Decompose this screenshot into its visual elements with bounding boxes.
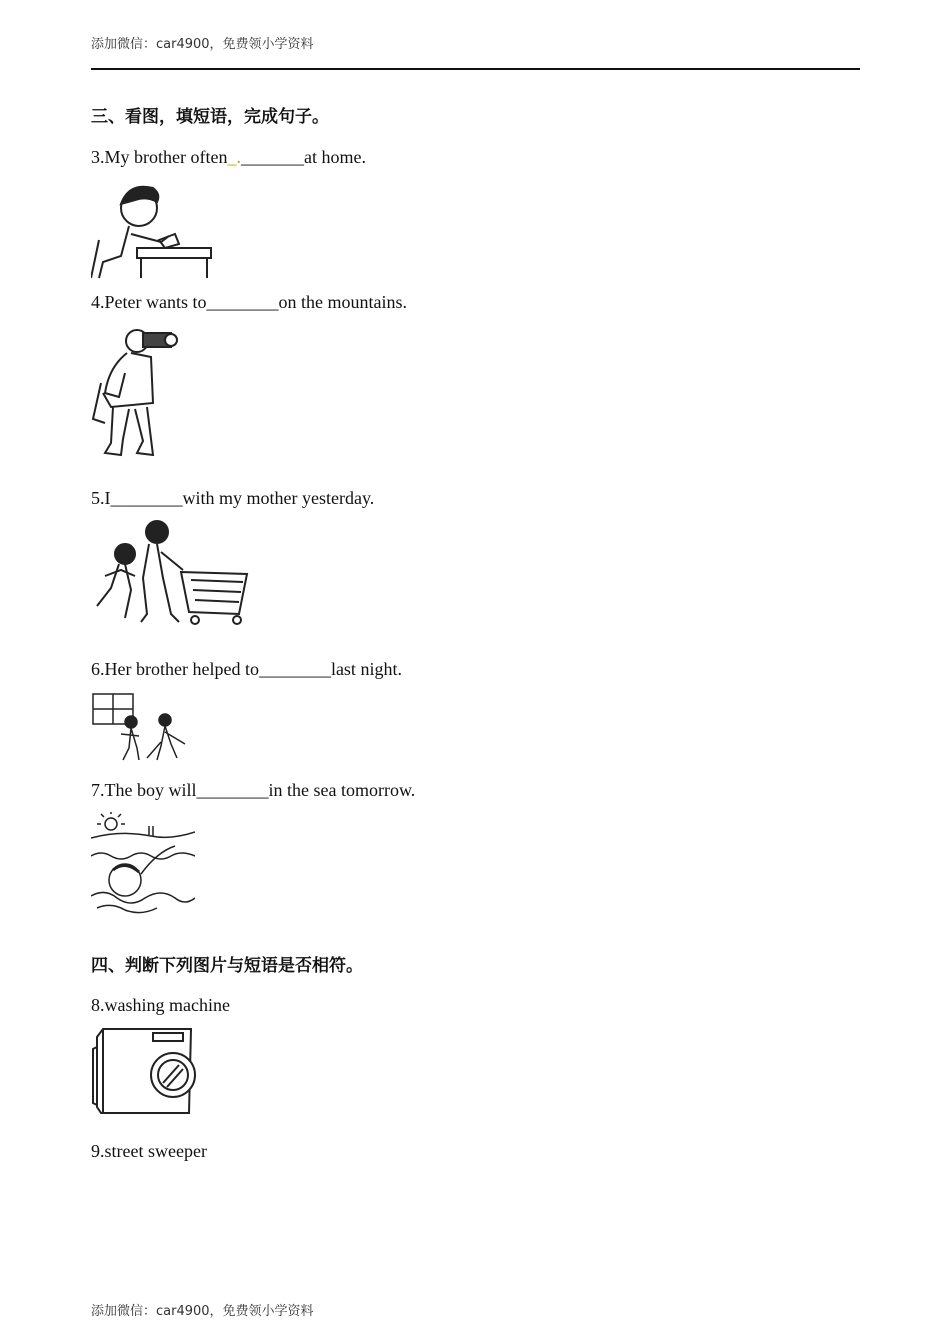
question-6: 6.Her brother helped to________last night.: [91, 659, 402, 679]
man-with-camera-picture: [91, 323, 181, 459]
section-3-title: 三、看图，填短语，完成句子。: [91, 107, 329, 127]
swimming-boy-picture: [91, 812, 195, 916]
question-3-rest: _______at home.: [240, 147, 366, 167]
question-7: 7.The boy will________in the sea tomorrow.: [91, 780, 416, 800]
question-9: 9.street sweeper: [91, 1141, 207, 1161]
question-3-prefix: 3.My brother often: [91, 147, 228, 167]
question-3: [91, 147, 366, 168]
washing-machine-picture: [91, 1027, 201, 1117]
cleaning-picture: [91, 690, 197, 764]
page-header: 添加微信：car4900，免费领小学资料: [91, 37, 314, 52]
page-footer: 添加微信：car4900，免费领小学资料: [91, 1304, 314, 1319]
question-3-mark: _.: [227, 147, 241, 167]
header-divider: [91, 68, 860, 70]
section-4-title: 四、判断下列图片与短语是否相符。: [91, 956, 363, 976]
question-8: 8.washing machine: [91, 995, 230, 1015]
question-4: 4.Peter wants to________on the mountains.: [91, 292, 407, 312]
boy-drawing-picture: [91, 178, 216, 280]
question-5: 5.I________with my mother yesterday.: [91, 488, 375, 508]
shopping-picture: [91, 518, 251, 628]
